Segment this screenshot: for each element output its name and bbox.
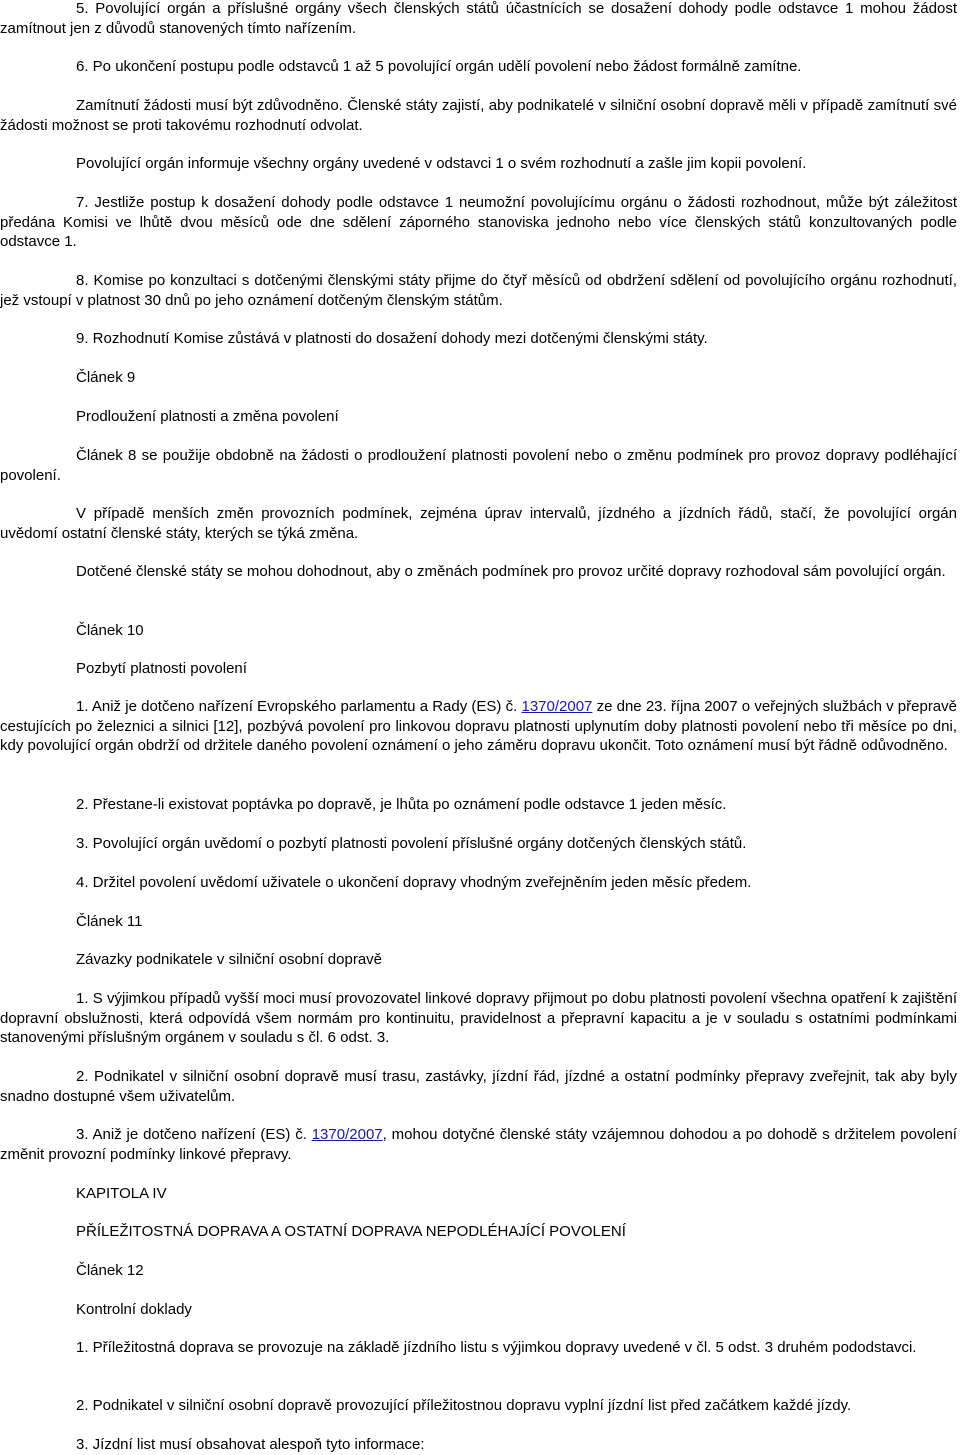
article-11-title: Závazky podnikatele v silniční osobní dopravě bbox=[76, 951, 383, 968]
regulation-1370-2007-link[interactable]: 1370/2007 bbox=[311, 1126, 383, 1143]
paragraph-art8-8: 8. Komise po konzultaci s dotčenými členskými státy přijme do čtyř měsíců od obdržení sdělení od povolujícího orgánu rozhodnutí, jež vstoupí v platnost 30 dnů po jeho oznámení dotčeným členským státům. bbox=[0, 272, 957, 309]
article-10-title: Pozbytí platnosti povolení bbox=[76, 660, 247, 677]
paragraph-art8-5: 5. Povolující orgán a příslušné orgány všech členských států účastnících se dosažení dohody podle odstavce 1 mohou žádost zamítnout jen z důvodů stanovených tímto nařízením. bbox=[0, 0, 957, 37]
article-12-title: Kontrolní doklady bbox=[76, 1301, 192, 1318]
paragraph-art10-1-text-after: ze dne 23. října 2007 o veřejných službách v přepravě cestujících po železnici a silnici [12], pozbývá povolení pro linkovou dopravu platnosti uplynutím doby platnosti povolení nebo tři měsíce po dni, kdy povolující orgán obdrží od držitele daného povolení oznámení o jeho záměru dopravu ukončit. Toto oznámení musí být řádně odůvodněno. bbox=[0, 698, 957, 754]
paragraph-art9-3: Dotčené členské státy se mohou dohodnout, aby o změnách podmínek pro provoz určité dopravy rozhodoval sám povolující orgán. bbox=[76, 563, 946, 580]
paragraph-art10-1-text-before: 1. Aniž je dotčeno nařízení Evropského parlamentu a Rady (ES) č. bbox=[76, 698, 522, 715]
paragraph-art12-1: 1. Příležitostná doprava se provozuje na základě jízdního listu s výjimkou dopravy uvedené v čl. 5 odst. 3 druhém pododstavci. bbox=[76, 1339, 917, 1356]
article-10-heading: Článek 10 bbox=[76, 622, 144, 639]
paragraph-rejection-reasons: Zamítnutí žádosti musí být zdůvodněno. Členské státy zajistí, aby podnikatelé v silniční osobní dopravě měli v případě zamítnutí své žádosti možnost se proti takovému rozhodnutí odvolat. bbox=[0, 97, 957, 134]
article-12-heading: Článek 12 bbox=[76, 1262, 144, 1279]
paragraph-art11-3-text-after: , mohou dotyčné členské státy vzájemnou dohodou a po dohodě s držitelem povolení změnit provozní podmínky linkové přepravy. bbox=[0, 1126, 957, 1163]
paragraph-inform-authorities: Povolující orgán informuje všechny orgány uvedené v odstavci 1 o svém rozhodnutí a zašle jim kopii povolení. bbox=[76, 155, 807, 172]
paragraph-art10-4: 4. Držitel povolení uvědomí uživatele o ukončení dopravy vhodným zveřejněním jeden měsíc předem. bbox=[76, 874, 752, 891]
paragraph-art12-3: 3. Jízdní list musí obsahovat alespoň tyto informace: bbox=[76, 1436, 425, 1453]
paragraph-art12-2: 2. Podnikatel v silniční osobní dopravě provozující příležitostnou dopravu vyplní jízdní list před začátkem každé jízdy. bbox=[76, 1397, 852, 1414]
paragraph-art10-2: 2. Přestane-li existovat poptávka po dopravě, je lhůta po oznámení podle odstavce 1 jeden měsíc. bbox=[76, 796, 727, 813]
article-9-title: Prodloužení platnosti a změna povolení bbox=[76, 408, 339, 425]
chapter-4-heading: KAPITOLA IV bbox=[76, 1185, 167, 1202]
paragraph-art8-9: 9. Rozhodnutí Komise zůstává v platnosti do dosažení dohody mezi dotčenými členskými státy. bbox=[76, 330, 708, 347]
article-11-heading: Článek 11 bbox=[76, 913, 143, 930]
paragraph-art11-3 bbox=[0, 1125, 957, 1164]
regulation-1370-2007-link[interactable]: 1370/2007 bbox=[521, 698, 593, 715]
paragraph-art9-1: Článek 8 se použije obdobně na žádosti o prodloužení platnosti povolení nebo o změnu podmínek pro provoz dopravy podléhající povolení. bbox=[0, 447, 957, 484]
paragraph-art10-3: 3. Povolující orgán uvědomí o pozbytí platnosti povolení příslušné orgány dotčených členských států. bbox=[76, 835, 747, 852]
paragraph-art9-2: V případě menších změn provozních podmínek, zejména úprav intervalů, jízdného a jízdních řádů, stačí, že povolující orgán uvědomí ostatní členské státy, kterých se týká změna. bbox=[0, 505, 957, 542]
paragraph-art8-7: 7. Jestliže postup k dosažení dohody podle odstavce 1 neumožní povolujícímu orgánu o žádosti rozhodnout, může být záležitost předána Komisi ve lhůtě dvou měsíců ode dne sdělení záporného stanoviska jednoho nebo více členských států konzultovaných podle odstavce 1. bbox=[0, 194, 957, 250]
paragraph-art8-6: 6. Po ukončení postupu podle odstavců 1 až 5 povolující orgán udělí povolení nebo žádost formálně zamítne. bbox=[76, 58, 802, 75]
paragraph-art11-2: 2. Podnikatel v silniční osobní dopravě musí trasu, zastávky, jízdní řád, jízdné a ostatní podmínky přepravy zveřejnit, tak aby byly snadno dostupné všem uživatelům. bbox=[0, 1068, 957, 1105]
paragraph-art11-1: 1. S výjimkou případů vyšší moci musí provozovatel linkové dopravy přijmout po dobu platnosti povolení všechna opatření k zajištění dopravní obslužnosti, která odpovídá všem normám pro kontinuitu, pravidelnost a přepravní kapacitu a je v souladu s ostatními podmínkami stanovenými příslušným orgánem v souladu s čl. 6 odst. 3. bbox=[0, 990, 957, 1046]
paragraph-art11-3-text-before: 3. Aniž je dotčeno nařízení (ES) č. bbox=[76, 1126, 312, 1143]
chapter-4-title: PŘÍLEŽITOSTNÁ DOPRAVA A OSTATNÍ DOPRAVA NEPODLÉHAJÍCÍ POVOLENÍ bbox=[76, 1223, 626, 1240]
article-9-heading: Článek 9 bbox=[76, 369, 136, 386]
paragraph-art10-1 bbox=[0, 697, 957, 756]
